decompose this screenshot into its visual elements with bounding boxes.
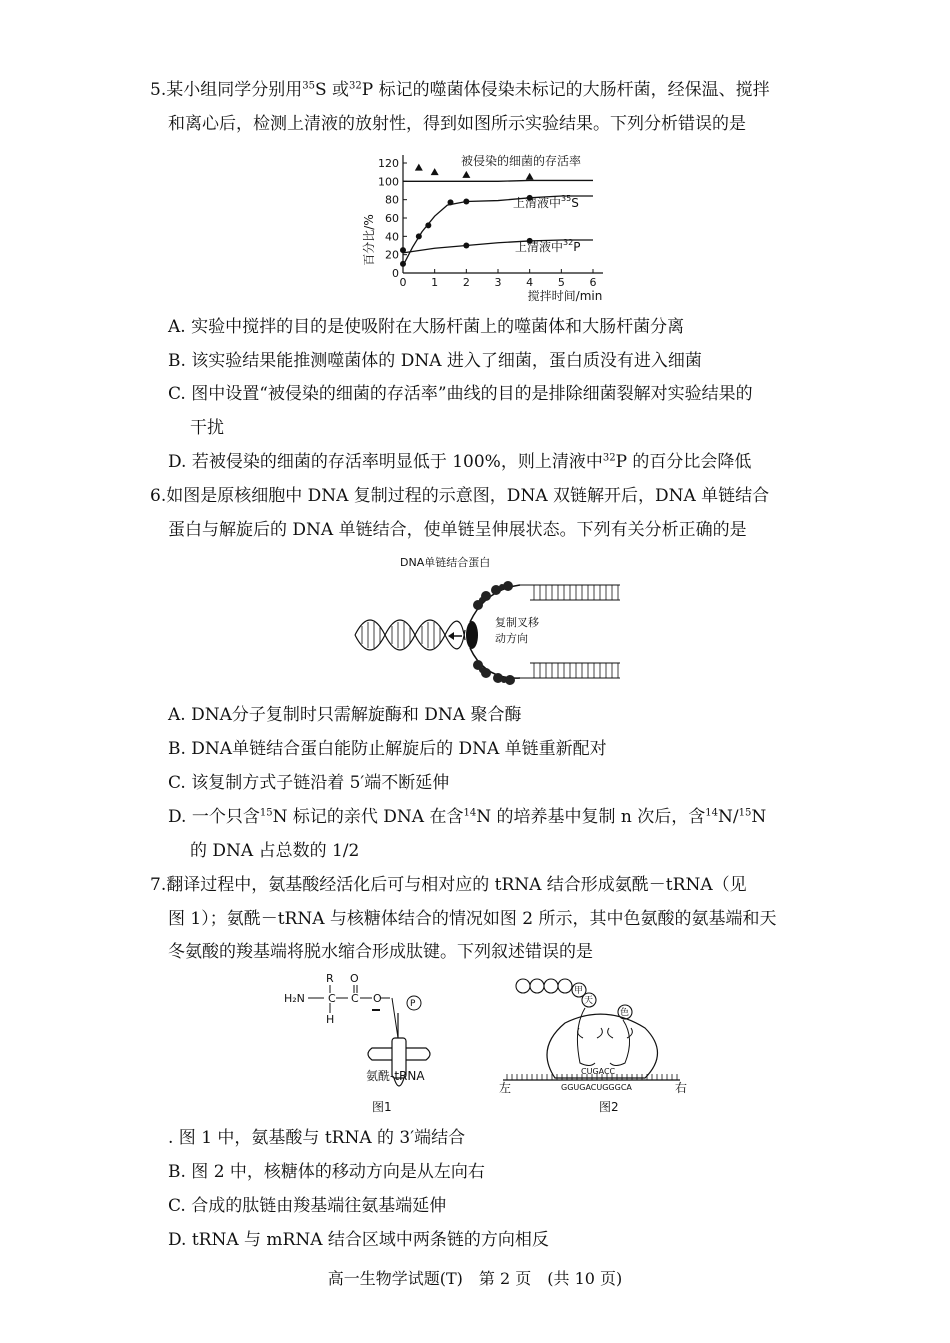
q6-option-d-line1: D. 一个只含$^{15}$N 标记的亲代 DNA 在含$^{14}$N 的培养基中复制 n 次后，含$^{14}$N/$^{15}$N [168,807,767,827]
q5-stem-line2: 和离心后，检测上清液的放射性，得到如图所示实验结果。下列分析错误的是 [168,114,746,134]
fig1-r: R [326,972,334,985]
chart-y-tick-label: 80 [385,193,399,207]
chart-y-tick-label: 20 [385,248,399,262]
chart-point-series-1 [448,199,454,205]
q6-stem-line1: 6.如图是原核细胞中 DNA 复制过程的示意图，DNA 双链解开后，DNA 单链结合 [150,486,770,506]
chart-x-tick-label: 3 [494,276,502,289]
q5-option-b: B. 该实验结果能推测噬菌体的 DNA 进入了细菌，蛋白质没有进入细菌 [168,351,702,371]
chart-point-series-1 [463,199,469,205]
q7-stem-line2: 图 1）；氨酰－tRNA 与核糖体结合的情况如图 2 所示，其中色氨酸的氨基端和天 [168,909,777,929]
chart-x-tick-label: 4 [526,276,534,289]
fig2-left: 左 [499,1081,512,1095]
chart-point-series-2 [463,243,469,249]
q7-stem-line1: 7.翻译过程中，氨基酸经活化后可与相对应的 tRNA 结合形成氨酰－tRNA（见 [150,875,747,895]
fig2-tian: 天 [584,996,594,1006]
chart-x-tick-label: 2 [462,276,470,289]
chart-y-tick-label: 60 [385,212,399,225]
fig2-caption: 图2 [599,1100,619,1114]
q6-option-b: B. DNA单链结合蛋白能防止解旋后的 DNA 单链重新配对 [168,739,607,759]
fig2-jia: 甲 [574,986,584,996]
fig2-right: 右 [675,1081,688,1095]
chart-point-survival [415,164,423,171]
svg-text:C: C [328,992,336,1005]
fig2-se: 色 [620,1008,630,1018]
q5-chart [355,145,630,307]
q7-stem-line3: 冬氨酸的羧基端将脱水缩合形成肽键。下列叙述错误的是 [168,942,593,962]
q7-option-a: . 图 1 中，氨基酸与 tRNA 的 3′端结合 [168,1128,466,1148]
chart-point-survival [462,171,470,178]
q5-option-d: D. 若被侵染的细菌的存活率明显低于 100%，则上清液中$^{32}$P 的百分比会降低 [168,452,752,472]
chart-ylabel: 百分比/% [362,214,376,266]
q5-stem-line1: 5.某小组同学分别用$^{35}$S 或$^{32}$P 标记的噬菌体侵染未标记的大肠杆菌，经保温、搅拌 [150,80,770,100]
q7-figure-2 [495,968,695,1118]
fig1-p: P [410,999,416,1009]
chart-series-line-1 [403,196,593,266]
chart-x-tick-label: 1 [431,276,439,289]
fig1-o: O [350,972,359,985]
series-label-survival: 被侵染的细菌的存活率 [461,154,582,168]
chart-x-tick-label: 0 [399,276,407,289]
svg-text:C: C [351,992,359,1005]
q7-figure-1 [280,968,460,1118]
q7-option-c: C. 合成的肽链由羧基端往氨基端延伸 [168,1196,447,1216]
q7-option-b: B. 图 2 中，核糖体的移动方向是从左向右 [168,1162,485,1182]
q5-option-c-line2: 干扰 [190,418,224,438]
page-footer: 高一生物学试题(T) 第 2 页 (共 10 页) [327,1269,623,1288]
dna-double-helix [355,620,465,650]
chart-point-survival [431,168,439,175]
chart-y-tick-label: 120 [378,157,399,170]
q6-option-a: A. DNA分子复制时只需解旋酶和 DNA 聚合酶 [168,705,522,725]
chart-xlabel: 搅拌时间/min [527,289,603,303]
chart-point-series-1 [425,222,431,228]
fork-direction-label-2: 动方向 [495,632,528,645]
chart-point-series-1 [400,261,406,267]
helicase-icon [466,621,478,649]
series-label-s35: 上清液中$^{35}$S [513,194,579,210]
q6-stem-line2: 蛋白与解旋后的 DNA 单链结合，使单链呈伸展状态。下列有关分析正确的是 [168,520,747,540]
ssb-label: DNA单链结合蛋白 [400,556,491,569]
fig1-caption: 图1 [372,1100,392,1114]
q5-option-c-line1: C. 图中设置“被侵染的细菌的存活率”曲线的目的是排除细菌裂解对实验结果的 [168,384,753,404]
svg-text:O: O [373,992,382,1005]
q5-option-a: A. 实验中搅拌的目的是使吸附在大肠杆菌上的噬菌体和大肠杆菌分离 [168,317,685,337]
q7-option-d: D. tRNA 与 mRNA 结合区域中两条链的方向相反 [168,1230,549,1250]
q6-dna-replication-figure [350,550,630,695]
chart-x-tick-label: 6 [589,276,597,289]
chart-point-survival [526,173,534,180]
fig1-h2n: H₂N [284,992,305,1005]
chart-y-tick-label: 100 [378,175,399,189]
series-label-p32: 上清液中$^{32}$P [515,238,581,254]
chart-point-series-1 [416,233,422,239]
fork-direction-label-1: 复制叉移 [495,616,539,629]
chart-y-tick-label: 0 [392,267,399,280]
fig1-h: H [326,1013,335,1026]
chart-x-tick-label: 5 [557,276,565,289]
fig2-mrna: GGUGACUGGGCA [561,1083,632,1092]
q6-option-d-line2: 的 DNA 占总数的 1/2 [190,841,360,861]
chart-series-line-0 [403,180,593,181]
q6-option-c: C. 该复制方式子链沿着 5′端不断延伸 [168,773,450,793]
chart-y-tick-label: 40 [385,230,399,244]
chart-point-series-2 [400,247,406,253]
fig2-anticodon: CUGACC [581,1067,616,1076]
fig1-label: 氨酰-tRNA [366,1069,425,1083]
